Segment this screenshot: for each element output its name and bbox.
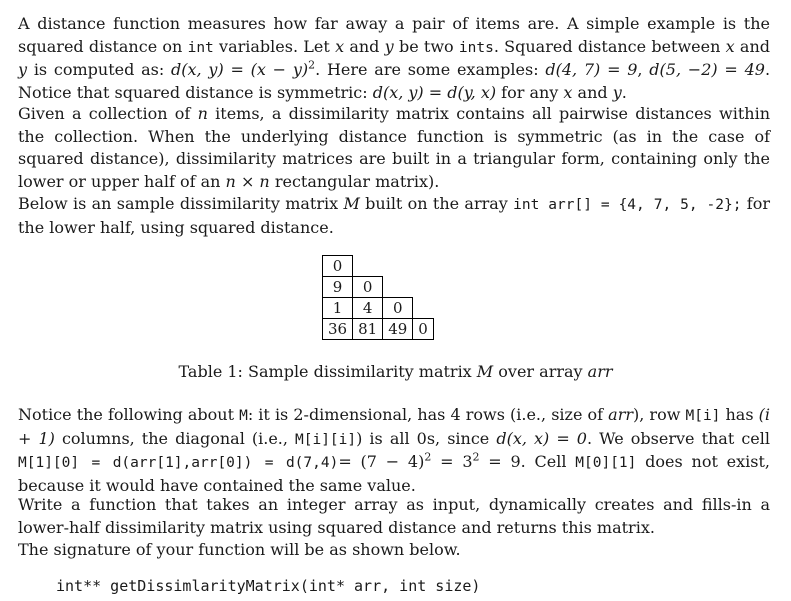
distance-formula: d(x, y) = (x − y)	[171, 60, 309, 79]
intro-text: is computed as:	[27, 60, 172, 79]
var-y: y	[612, 82, 622, 102]
intro-paragraph	[18, 13, 770, 104]
Mi-code: M[i]	[685, 408, 721, 424]
var-M: M	[476, 362, 494, 381]
table-caption	[0, 362, 791, 381]
empty-cell	[413, 298, 434, 319]
para-text: Below is an sample dissimilarity matrix	[18, 194, 344, 213]
intro-text: . Squared distance between	[493, 36, 726, 56]
para-text: Notice the following about	[18, 405, 240, 424]
matrix-cell: 36	[323, 319, 353, 340]
var-x: x	[725, 36, 735, 56]
array-declaration-code: int arr[] = {4, 7, 5, -2};	[513, 197, 742, 213]
var-x: x	[335, 36, 345, 56]
ints-keyword: ints	[458, 39, 494, 56]
M-code: M	[239, 408, 248, 424]
empty-cell	[353, 256, 383, 277]
matrix-cell: 0	[383, 298, 413, 319]
para-text: Given a collection of	[18, 104, 198, 123]
para-text: columns, the diagonal (i.e.,	[54, 428, 296, 448]
para-text: built on the array	[359, 194, 514, 213]
observation-paragraph	[18, 404, 770, 497]
matrix-cell: 0	[353, 277, 383, 298]
var-n: n	[197, 104, 208, 123]
matrix-cell: 1	[323, 298, 353, 319]
var-arr: arr	[608, 405, 633, 424]
para-text: ) is all 0s, since	[356, 428, 497, 448]
dissimilarity-paragraph	[18, 103, 770, 193]
empty-cell	[413, 256, 434, 277]
int-keyword: int	[187, 39, 214, 56]
separator: ,	[637, 60, 650, 79]
intro-text: and	[734, 36, 771, 56]
intro-text: for any	[496, 82, 564, 102]
intro-text: .	[621, 82, 627, 102]
matrix-row	[323, 319, 434, 340]
para-text: for the lower half, using squared distance.	[18, 194, 770, 237]
intro-text: . Notice that squared distance is symmetric:	[18, 60, 771, 102]
var-x: x	[563, 82, 573, 102]
para-text: ), row	[633, 405, 686, 424]
Mii-code: M[i][i]	[295, 431, 357, 448]
intro-text: be two	[393, 36, 459, 56]
var-y: y	[18, 60, 28, 79]
exponent: 2	[424, 450, 432, 464]
matrix-row	[323, 256, 434, 277]
caption-label: Table 1: Sample dissimilarity matrix	[178, 362, 477, 381]
signature-intro-paragraph: The signature of your function will be as shown below.	[18, 540, 461, 559]
matrix-row	[323, 277, 434, 298]
M01-code: M[0][1]	[575, 455, 637, 471]
intro-text: and	[572, 82, 613, 102]
intro-text: A distance function measures how far away a pair of items are. A simple example is the squared distance on	[18, 14, 770, 56]
sample-paragraph	[18, 193, 770, 239]
task-paragraph: Write a function that takes an integer array as input, dynamically creates and fills-in a lower-half dissimilarity matrix using squared distance and returns this matrix.	[18, 495, 770, 537]
para-text: rectangular matrix).	[269, 171, 440, 191]
para-text: has	[720, 405, 759, 424]
empty-cell	[383, 256, 413, 277]
function-signature-code: int** getDissimlarityMatrix(int* arr, int size)	[56, 577, 481, 595]
intro-text: variables. Let	[213, 36, 336, 56]
matrix-row	[323, 298, 434, 319]
para-text: = 9. Cell	[479, 452, 576, 471]
column-count: (i + 1)	[18, 405, 770, 448]
dissimilarity-matrix-table	[322, 255, 434, 340]
symmetry-formula: d(x, y) = d(y, x)	[372, 82, 497, 102]
var-M: M	[343, 194, 360, 213]
para-text: . We observe that cell	[586, 428, 770, 448]
matrix-cell: 4	[353, 298, 383, 319]
empty-cell	[413, 277, 434, 298]
diagonal-formula: d(x, x) = 0	[496, 428, 587, 448]
matrix-cell: 81	[353, 319, 383, 340]
para-text: items, a dissimilarity matrix contains all pairwise distances within the collection. When the underlying distance function is symmetric (as in the case of squared distance), dissimilarity matrices are built in a triangular form, containing only the lower or upper half of an	[18, 104, 770, 191]
var-y: y	[384, 36, 394, 56]
example-one: d(4, 7) = 9	[545, 60, 638, 79]
para-text: does not exist, because it would have contained the same value.	[18, 452, 771, 495]
matrix-cell: 0	[323, 256, 353, 277]
matrix-cell: 9	[323, 277, 353, 298]
matrix-cell: 49	[383, 319, 413, 340]
var-arr: arr	[587, 362, 613, 381]
matrix-dimension: n × n	[225, 171, 270, 191]
matrix-cell: 0	[413, 319, 434, 340]
para-text: : it is 2-dimensional, has 4 rows (i.e., size of	[247, 405, 609, 424]
para-text: = (7 − 4)	[338, 452, 425, 471]
empty-cell	[383, 277, 413, 298]
example-two: d(5, −2) = 49	[649, 60, 765, 79]
para-text: = 3	[431, 452, 473, 471]
intro-text: . Here are some examples:	[315, 60, 546, 79]
M10-code: M[1][0] = d(arr[1],arr[0]) = d(7,4)	[18, 455, 339, 471]
formula-exponent: 2	[308, 58, 316, 72]
intro-text: and	[344, 36, 385, 56]
exponent: 2	[472, 450, 480, 464]
caption-text: over array	[493, 362, 588, 381]
